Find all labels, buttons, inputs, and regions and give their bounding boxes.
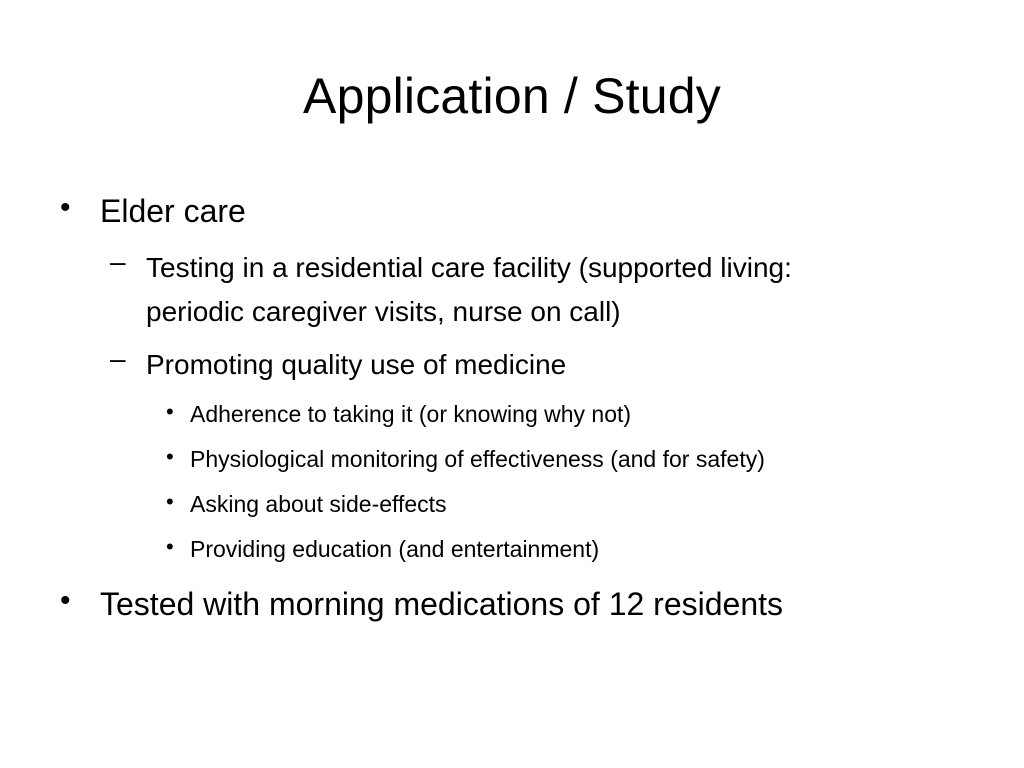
subbullet-text-line-2: periodic caregiver visits, nurse on call)	[146, 296, 621, 327]
bullet-text: Elder care	[100, 193, 246, 229]
slide-title: Application / Study	[303, 68, 721, 124]
subbullet-text: Promoting quality use of medicine	[146, 349, 567, 380]
bullet-dot-icon: •	[166, 489, 174, 514]
dash-icon: –	[110, 246, 126, 277]
subsubbullet-text: Asking about side-effects	[190, 491, 447, 517]
subbullet-text-line-1: Testing in a residential care facility (supported living:	[146, 252, 792, 283]
bullet-dot-icon: •	[166, 444, 174, 469]
bullet-dot-icon: •	[60, 191, 71, 224]
bullet-text: Tested with morning medications of 12 residents	[100, 586, 784, 622]
subsubbullet-text: Providing education (and entertainment)	[190, 536, 600, 562]
subsubbullet-text: Physiological monitoring of effectiveness (and for safety)	[190, 446, 765, 472]
bullet-dot-icon: •	[166, 399, 174, 424]
bullet-dot-icon: •	[166, 534, 174, 559]
bullet-dot-icon: •	[60, 584, 71, 617]
dash-icon: –	[110, 343, 126, 374]
subsubbullet-text: Adherence to taking it (or knowing why not)	[190, 401, 632, 427]
